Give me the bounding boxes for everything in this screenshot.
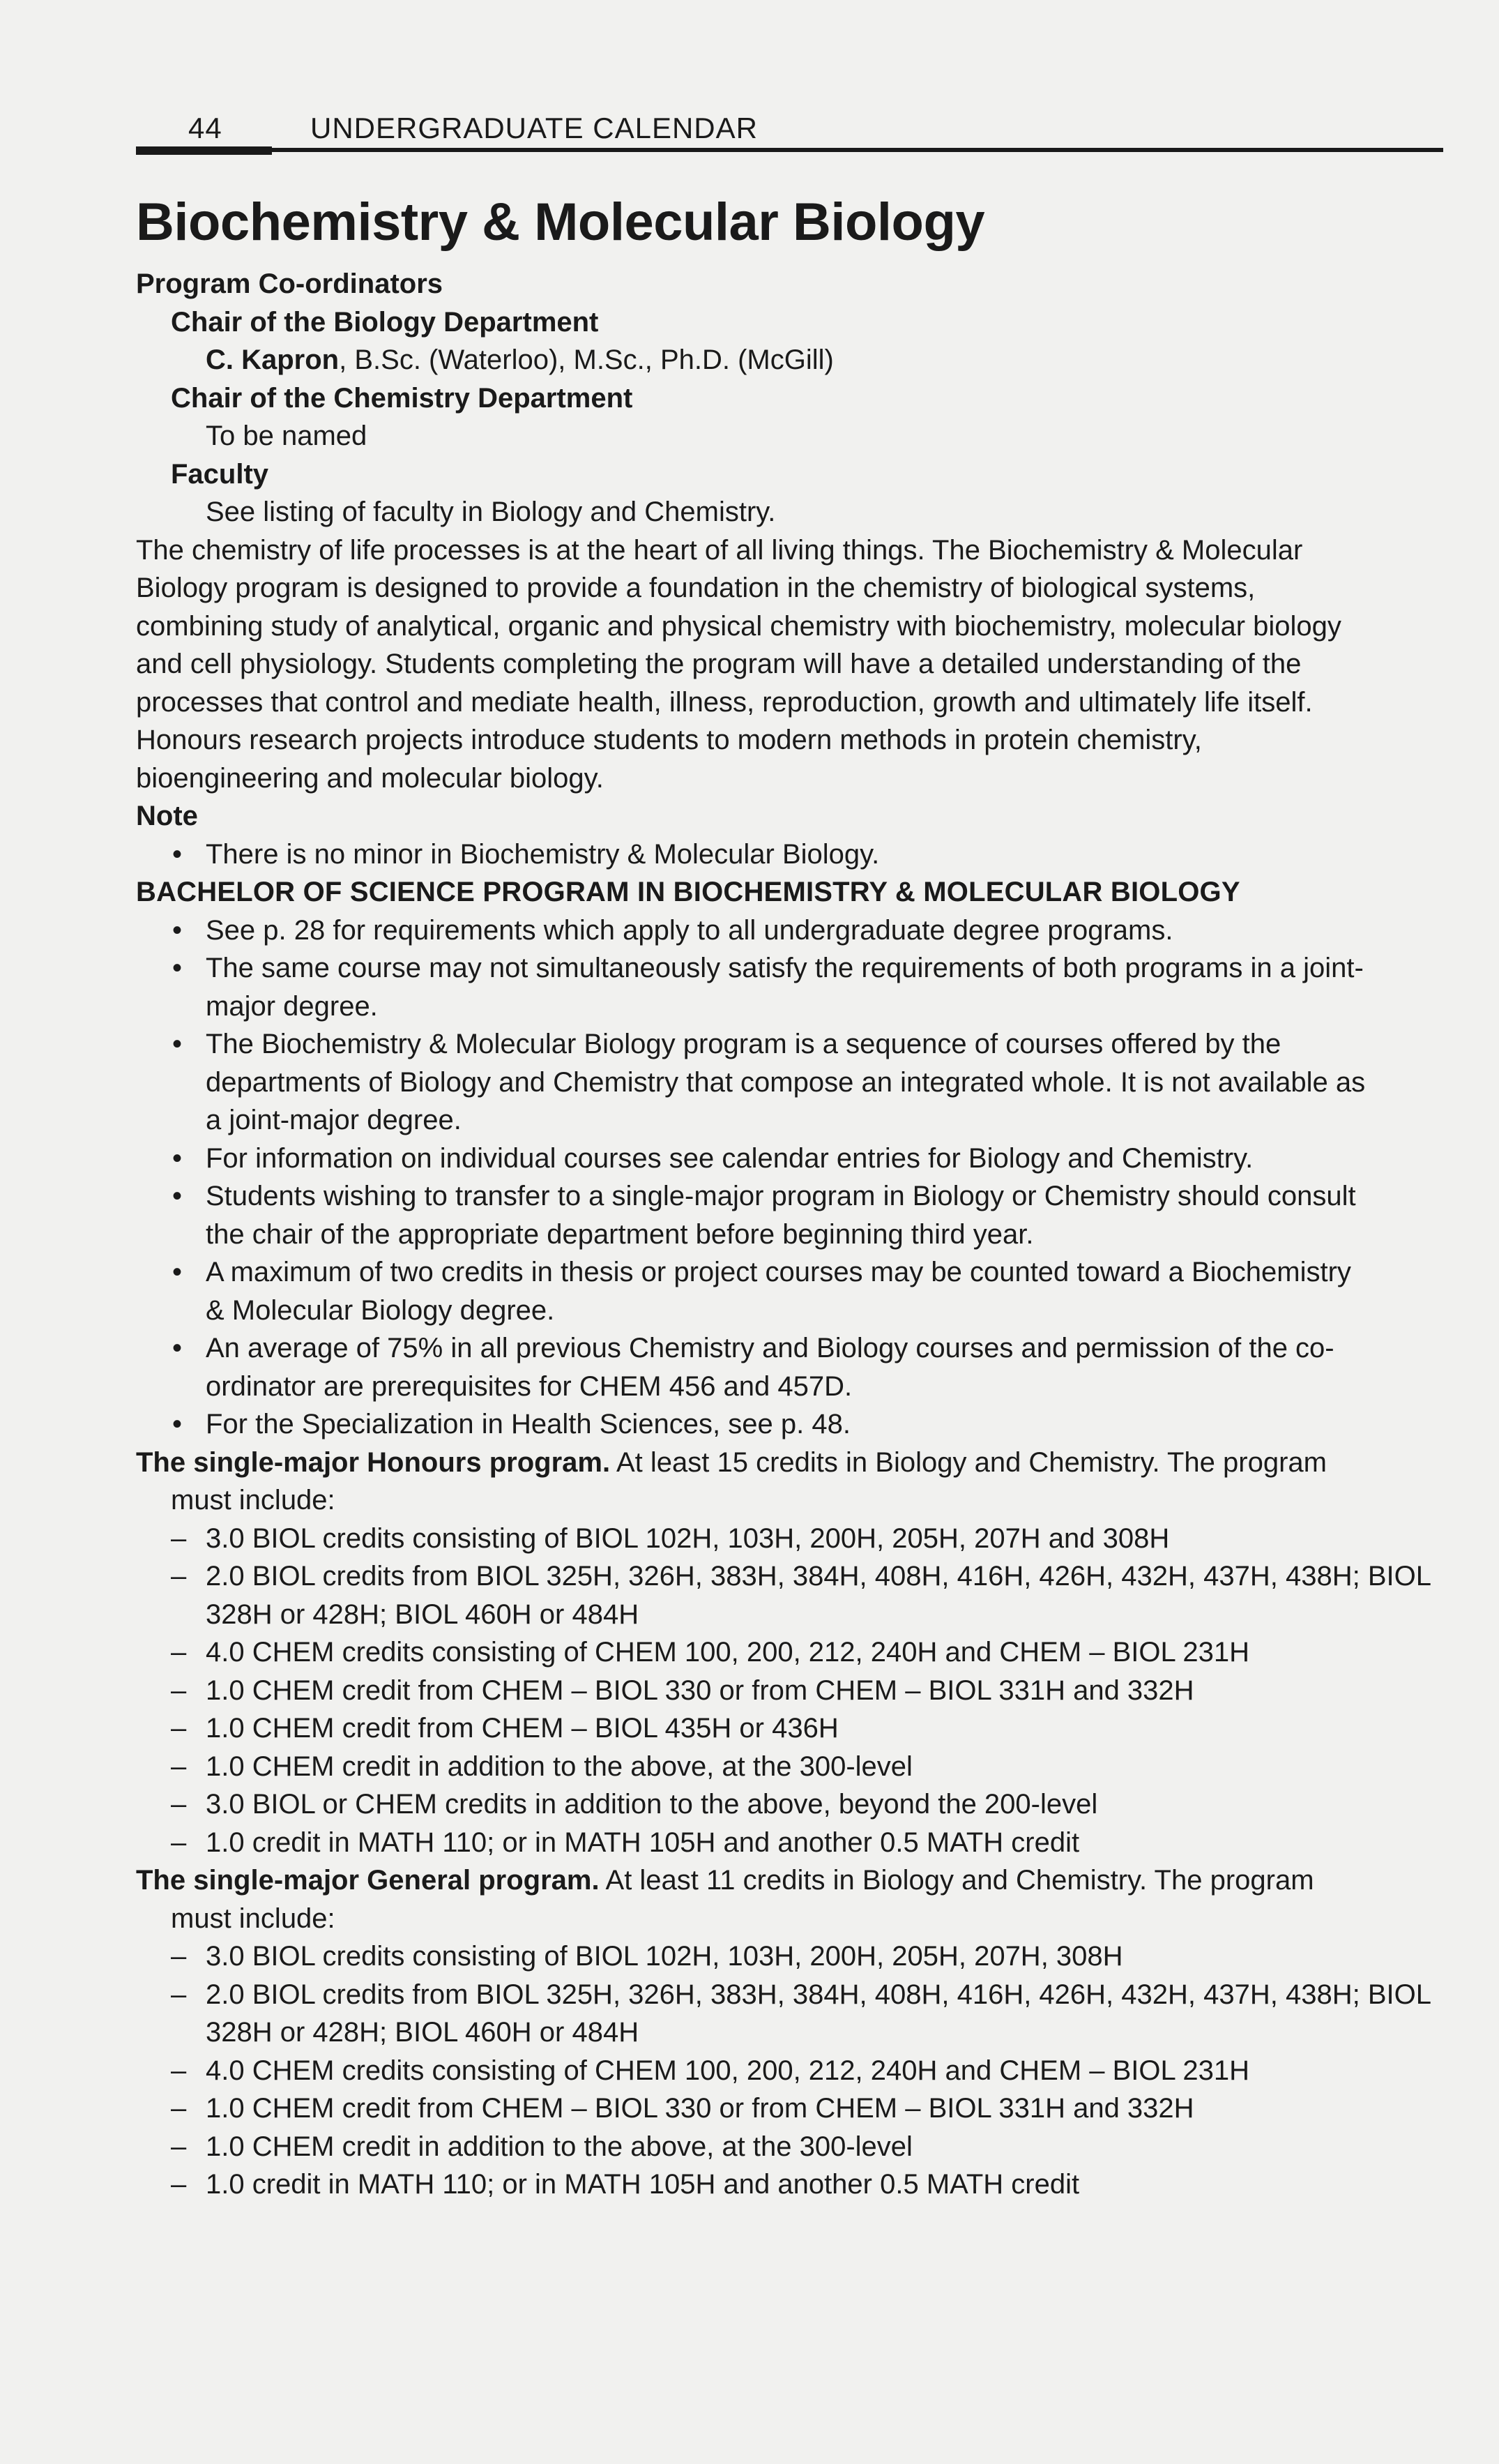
bsc-requirements-list bbox=[136, 912, 1443, 1444]
bullet-line: • Students wishing to transfer to a single-major program in Biology or Chemistry should consult bbox=[206, 1181, 1356, 1211]
faculty-heading: Faculty bbox=[171, 458, 269, 490]
requirement-item bbox=[136, 1557, 1443, 1633]
dash-marker: – bbox=[171, 1827, 187, 1858]
bullet-line: • For information on individual courses see calendar entries for Biology and Chemistry. bbox=[206, 1142, 1254, 1174]
dash-marker: – bbox=[171, 1941, 187, 1972]
general-text: At least 11 credits in Biology and Chemistry. The program bbox=[599, 1865, 1314, 1896]
page-body bbox=[136, 265, 1443, 2204]
bullet-item bbox=[136, 1140, 1443, 1178]
biology-chair-name: C. Kapron bbox=[206, 345, 340, 375]
requirement-line: 3.0 BIOL credits consisting of BIOL 102H, 103H, 200H, 205H, 207H and 308H – bbox=[136, 1520, 1443, 1558]
biology-chair-credentials: , B.Sc. (Waterloo), M.Sc., Ph.D. (McGill) bbox=[339, 345, 834, 375]
faculty-text: See listing of faculty in Biology and Chemistry. bbox=[206, 497, 776, 527]
dash-marker: – bbox=[171, 1637, 187, 1668]
requirement-item bbox=[136, 1520, 1443, 1558]
bullet-line: the chair of the appropriate department before beginning third year. bbox=[206, 1218, 1034, 1250]
honours-text-cont: must include: bbox=[171, 1485, 335, 1516]
dash-marker: – bbox=[171, 2093, 187, 2124]
page-number: 44 bbox=[188, 112, 222, 144]
bullet-item bbox=[136, 1405, 1443, 1444]
dash-marker: – bbox=[171, 1751, 187, 1782]
dash-marker: – bbox=[171, 2131, 187, 2162]
bullet-line: ordinator are prerequisites for CHEM 456 and 457D. bbox=[206, 1370, 853, 1402]
requirement-item bbox=[136, 1976, 1443, 2052]
requirement-line: 1.0 CHEM credit from CHEM – BIOL 330 or from CHEM – BIOL 331H and 332H – bbox=[136, 2089, 1443, 2128]
general-intro bbox=[136, 1861, 1443, 1900]
requirement-item bbox=[136, 1672, 1443, 1710]
bullet-item bbox=[136, 1177, 1443, 1253]
intro-line: and cell physiology. Students completing the program will have a detailed understanding of the bbox=[136, 649, 1302, 679]
running-head: UNDERGRADUATE CALENDAR bbox=[310, 112, 758, 144]
requirement-line: 4.0 CHEM credits consisting of CHEM 100, 200, 212, 240H and CHEM – BIOL 231H – bbox=[136, 2052, 1443, 2090]
bullet-item bbox=[136, 912, 1443, 950]
requirement-line: 1.0 credit in MATH 110; or in MATH 105H and another 0.5 MATH credit – bbox=[136, 2166, 1443, 2204]
page-header bbox=[136, 98, 1443, 146]
requirement-item bbox=[136, 1633, 1443, 1672]
honours-text: At least 15 credits in Biology and Chemistry. The program bbox=[610, 1446, 1327, 1478]
dash-marker: – bbox=[171, 1561, 187, 1592]
bullet-line: major degree. bbox=[206, 990, 378, 1022]
requirement-item bbox=[136, 1748, 1443, 1786]
biology-chair bbox=[136, 341, 1443, 379]
dash-marker: – bbox=[171, 1675, 187, 1706]
intro-line: Biology program is designed to provide a foundation in the chemistry of biological systems, bbox=[136, 573, 1256, 603]
bullet-item bbox=[136, 1329, 1443, 1405]
intro-line: The chemistry of life processes is at the heart of all living things. The Biochemistry & Molecular bbox=[136, 534, 1303, 566]
note-item: • There is no minor in Biochemistry & Molecular Biology. bbox=[136, 836, 1443, 874]
bullet-line: & Molecular Biology degree. bbox=[206, 1294, 555, 1326]
header-rule bbox=[136, 148, 1443, 152]
coordinators-heading: Program Co-ordinators bbox=[136, 269, 443, 299]
requirement-line: 3.0 BIOL or CHEM credits in addition to the above, beyond the 200-level – bbox=[136, 1785, 1443, 1824]
intro-line: combining study of analytical, organic and physical chemistry with biochemistry, molecular biology bbox=[136, 610, 1341, 642]
general-lead: The single-major General program. bbox=[136, 1865, 600, 1896]
bullet-line: • The same course may not simultaneously satisfy the requirements of both programs in a joint- bbox=[206, 953, 1364, 983]
intro-paragraph bbox=[136, 531, 1443, 798]
bullet-item bbox=[136, 949, 1443, 1025]
requirement-item bbox=[136, 2128, 1443, 2166]
requirement-line: 2.0 BIOL credits from BIOL 325H, 326H, 383H, 384H, 408H, 416H, 426H, 432H, 437H, 438H; BIOL – bbox=[136, 1557, 1443, 1596]
dash-marker: – bbox=[171, 2169, 187, 2200]
requirement-line: 328H or 428H; BIOL 460H or 484H bbox=[206, 2017, 639, 2048]
bsc-heading: BACHELOR OF SCIENCE PROGRAM IN BIOCHEMISTRY & MOLECULAR BIOLOGY bbox=[136, 877, 1240, 907]
dash-marker: – bbox=[171, 1522, 187, 1554]
requirement-line: 1.0 CHEM credit from CHEM – BIOL 330 or from CHEM – BIOL 331H and 332H – bbox=[136, 1672, 1443, 1710]
requirement-line: 1.0 CHEM credit in addition to the above, at the 300-level – bbox=[136, 1748, 1443, 1786]
requirement-line: 1.0 CHEM credit from CHEM – BIOL 435H or 436H – bbox=[136, 1709, 1443, 1748]
general-text-cont: must include: bbox=[171, 1903, 335, 1934]
requirement-line: 4.0 CHEM credits consisting of CHEM 100, 200, 212, 240H and CHEM – BIOL 231H – bbox=[136, 1633, 1443, 1672]
bullet-line: • For the Specialization in Health Sciences, see p. 48. bbox=[206, 1409, 851, 1439]
bullet-line: departments of Biology and Chemistry that compose an integrated whole. It is not available as bbox=[206, 1066, 1366, 1098]
bullet-item bbox=[136, 1025, 1443, 1140]
intro-line: processes that control and mediate health, illness, reproduction, growth and ultimately life itself. bbox=[136, 686, 1313, 718]
requirement-item bbox=[136, 2166, 1443, 2204]
requirement-item bbox=[136, 2052, 1443, 2090]
requirement-line: 328H or 428H; BIOL 460H or 484H bbox=[206, 1598, 639, 1630]
requirement-line: 3.0 BIOL credits consisting of BIOL 102H, 103H, 200H, 205H, 207H, 308H – bbox=[136, 1937, 1443, 1976]
requirement-item bbox=[136, 1824, 1443, 1862]
dash-marker: – bbox=[171, 1979, 187, 2010]
intro-line: Honours research projects introduce students to modern methods in protein chemistry, bbox=[136, 725, 1202, 755]
requirement-item bbox=[136, 1785, 1443, 1824]
dash-marker: – bbox=[171, 2055, 187, 2086]
biology-chair-heading: Chair of the Biology Department bbox=[171, 306, 599, 338]
requirement-item bbox=[136, 1937, 1443, 1976]
page-title: Biochemistry & Molecular Biology bbox=[136, 192, 985, 252]
note-heading: Note bbox=[136, 801, 198, 831]
bullet-line: • The Biochemistry & Molecular Biology program is a sequence of courses offered by the bbox=[206, 1029, 1281, 1059]
requirement-line: 2.0 BIOL credits from BIOL 325H, 326H, 383H, 384H, 408H, 416H, 426H, 432H, 437H, 438H; BIOL – bbox=[136, 1976, 1443, 2014]
note-list bbox=[136, 836, 1443, 874]
requirement-line: 1.0 credit in MATH 110; or in MATH 105H and another 0.5 MATH credit – bbox=[136, 1824, 1443, 1862]
requirement-item bbox=[136, 2089, 1443, 2128]
bullet-line: • An average of 75% in all previous Chemistry and Biology courses and permission of the co- bbox=[206, 1333, 1334, 1363]
bullet-line: • See p. 28 for requirements which apply to all undergraduate degree programs. bbox=[206, 914, 1173, 946]
chemistry-chair-heading: Chair of the Chemistry Department bbox=[171, 382, 633, 414]
calendar-page bbox=[136, 98, 1443, 2200]
requirement-line: 1.0 CHEM credit in addition to the above, at the 300-level – bbox=[136, 2128, 1443, 2166]
honours-requirements-list bbox=[136, 1520, 1443, 1862]
header-rule-accent bbox=[136, 146, 272, 155]
general-requirements-list bbox=[136, 1937, 1443, 2204]
chemistry-chair-name: To be named bbox=[206, 421, 367, 451]
dash-marker: – bbox=[171, 1713, 187, 1744]
bullet-item bbox=[136, 1253, 1443, 1329]
bullet-line: • A maximum of two credits in thesis or project courses may be counted toward a Biochemistry bbox=[206, 1257, 1351, 1287]
bullet-line: a joint-major degree. bbox=[206, 1105, 462, 1135]
honours-lead: The single-major Honours program. bbox=[136, 1446, 611, 1478]
dash-marker: – bbox=[171, 1789, 187, 1820]
intro-line: bioengineering and molecular biology. bbox=[136, 762, 604, 794]
honours-intro bbox=[136, 1444, 1443, 1482]
requirement-item bbox=[136, 1709, 1443, 1748]
